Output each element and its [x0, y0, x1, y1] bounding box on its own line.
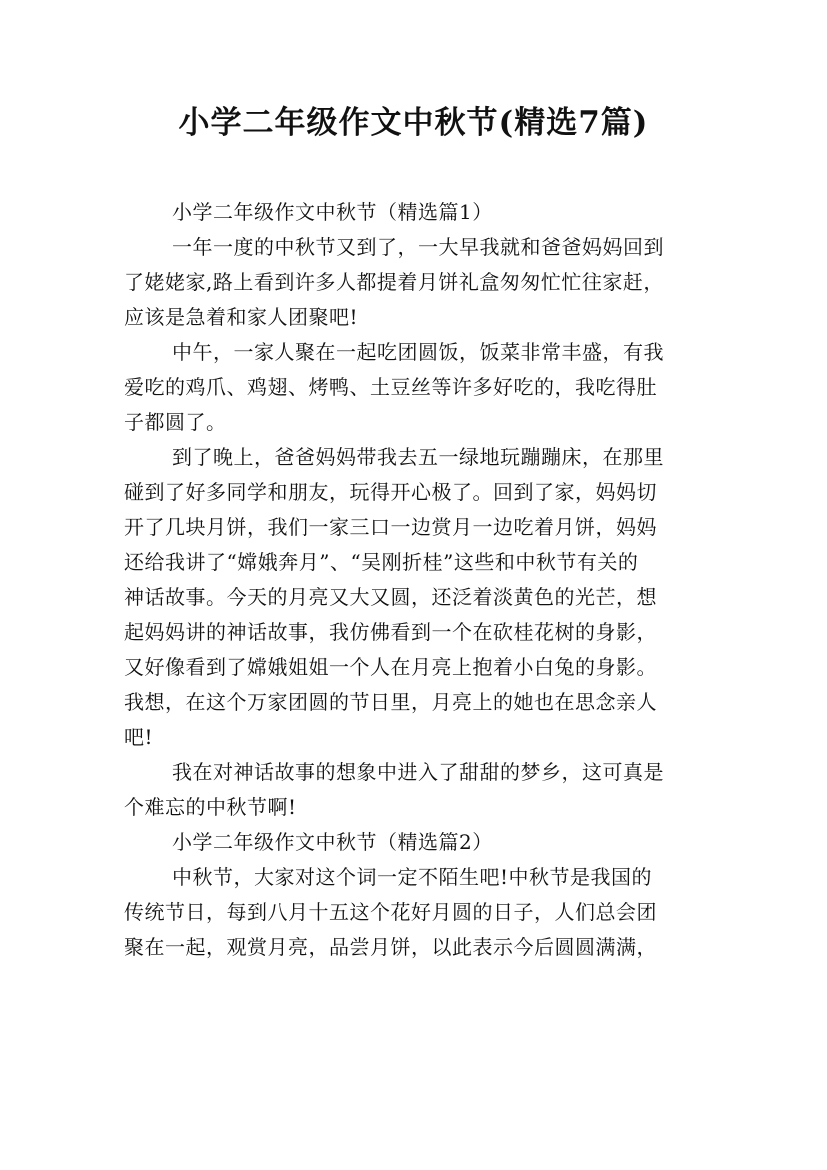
text-line: 了姥姥家,路上看到许多人都提着月饼礼盒匆匆忙忙往家赶， — [124, 270, 664, 294]
text-line: 小学二年级作文中秋节（精选篇1） — [172, 200, 493, 224]
text-line: 起妈妈讲的神话故事，我仿佛看到一个在砍桂花树的身影， — [124, 620, 657, 644]
text-line: 碰到了好多同学和朋友，玩得开心极了。回到了家，妈妈切 — [124, 480, 657, 504]
text-line: 吧! — [124, 725, 154, 749]
document-title: 小学二年级作文中秋节(精选7篇) — [178, 105, 649, 141]
text-line: 又好像看到了嫦娥姐姐一个人在月亮上抱着小白兔的身影。 — [124, 655, 657, 679]
text-line: 中秋节，大家对这个词一定不陌生吧!中秋节是我国的 — [172, 865, 653, 889]
text-line: 聚在一起，观赏月亮，品尝月饼，以此表示今后圆圆满满， — [124, 935, 657, 959]
text-line: 开了几块月饼，我们一家三口一边赏月一边吃着月饼，妈妈 — [124, 515, 657, 539]
text-line: 到了晚上，爸爸妈妈带我去五一绿地玩蹦蹦床，在那里 — [172, 445, 664, 469]
document-body — [124, 195, 714, 965]
text-line: 应该是急着和家人团聚吧! — [124, 305, 359, 329]
text-line: 还给我讲了“嫦娥奔月”、“吴刚折桂”这些和中秋节有关的 — [124, 550, 639, 574]
text-line: 我在对神话故事的想象中进入了甜甜的梦乡，这可真是 — [172, 760, 664, 784]
text-line: 一年一度的中秋节又到了，一大早我就和爸爸妈妈回到 — [172, 235, 664, 259]
text-line: 爱吃的鸡爪、鸡翅、烤鸭、土豆丝等许多好吃的，我吃得肚 — [124, 375, 657, 399]
text-line: 小学二年级作文中秋节（精选篇2） — [172, 830, 493, 854]
text-line: 传统节日，每到八月十五这个花好月圆的日子，人们总会团 — [124, 900, 657, 924]
text-line: 子都圆了。 — [124, 410, 227, 434]
text-line: 我想，在这个万家团圆的节日里，月亮上的她也在思念亲人 — [124, 690, 657, 714]
text-line: 中午，一家人聚在一起吃团圆饭，饭菜非常丰盛，有我 — [172, 340, 664, 364]
text-line: 个难忘的中秋节啊! — [124, 795, 297, 819]
text-line: 神话故事。今天的月亮又大又圆，还泛着淡黄色的光芒，想 — [124, 585, 657, 609]
